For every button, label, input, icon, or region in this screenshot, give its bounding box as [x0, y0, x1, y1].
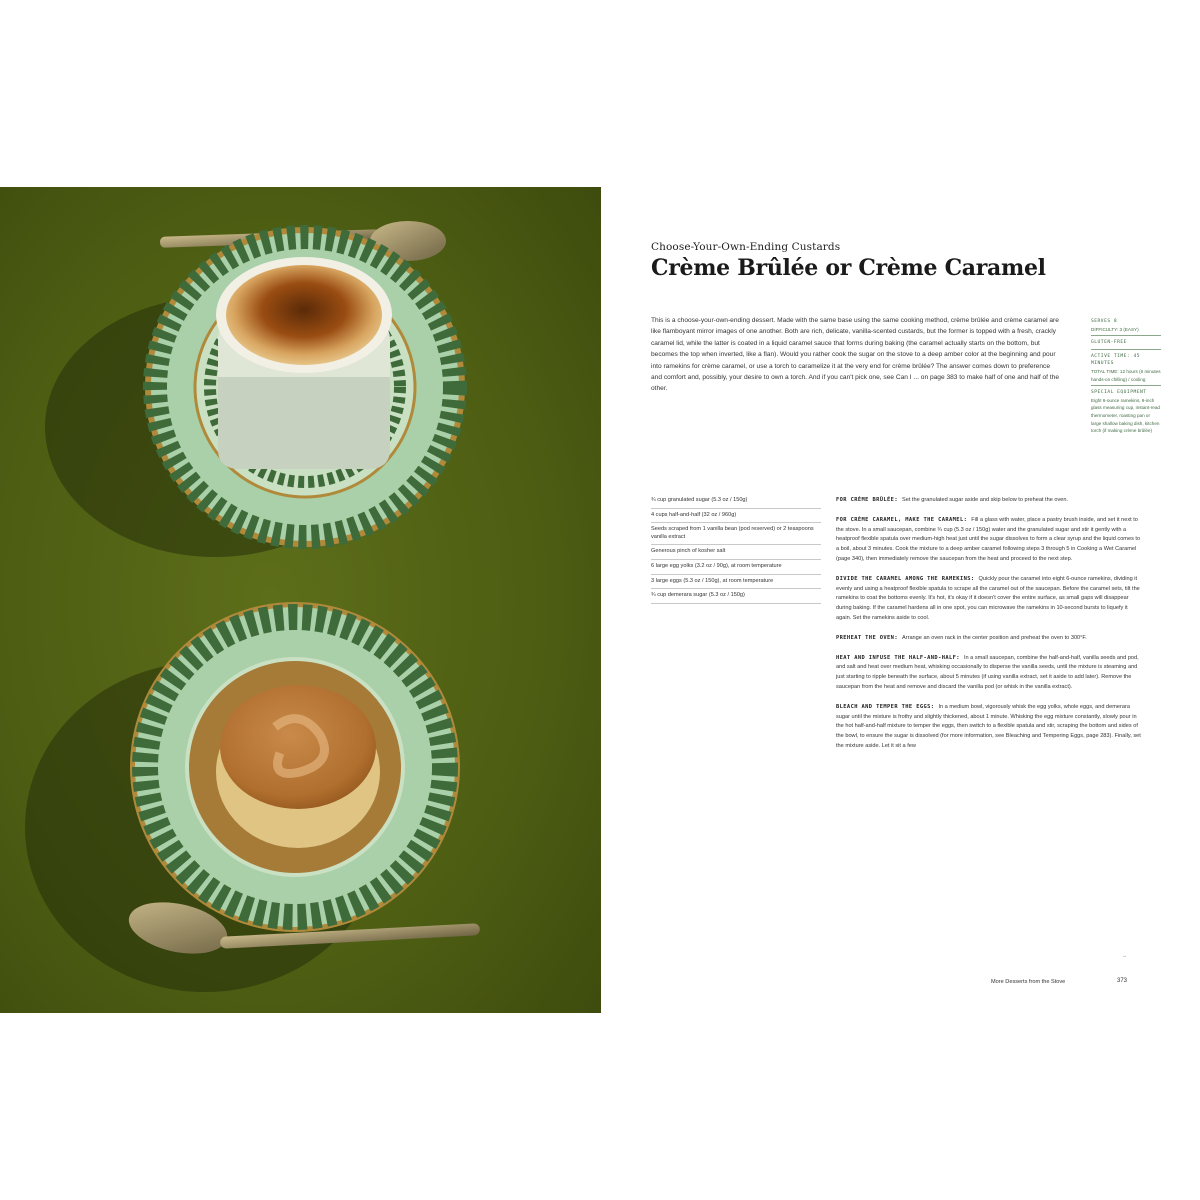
- meta-divider: [1091, 335, 1161, 336]
- running-footer: More Desserts from the Stove: [991, 979, 1066, 985]
- recipe-subtitle: Choose-Your-Own-Ending Custards: [651, 241, 841, 253]
- method-step: [836, 634, 1141, 644]
- method-steps: [836, 496, 1141, 762]
- recipe-title: Crème Brûlée or Crème Caramel: [651, 255, 1046, 281]
- step-text: Set the granulated sugar aside and skip below to preheat the oven.: [901, 497, 1069, 503]
- recipe-page: [601, 187, 1200, 1013]
- meta-label: ACTIVE TIME: 45 MINUTES: [1091, 353, 1140, 367]
- book-spread: [0, 187, 1200, 1013]
- ingredient-item: ¾ cup demerara sugar (5.3 oz / 150g): [651, 591, 821, 604]
- meta-divider: [1091, 385, 1161, 386]
- step-heading: FOR CRÈME CARAMEL, MAKE THE CARAMEL:: [836, 516, 968, 523]
- meta-value: Eight 6-ounce ramekins, 9-inch glass measuring cup, instant-read thermometer, roasting pan or large shallow baking dish, kitchen torch (if making crème brûlée): [1091, 397, 1160, 434]
- ingredient-item: 6 large egg yolks (3.2 oz / 90g), at room temperature: [651, 562, 821, 575]
- step-heading: FOR CRÈME BRÛLÉE:: [836, 497, 898, 503]
- ingredient-item: ¾ cup granulated sugar (5.3 oz / 150g): [651, 496, 821, 509]
- step-text: Arrange an oven rack in the center position and preheat the oven to 300°F.: [901, 634, 1087, 641]
- step-heading: DIVIDE THE CARAMEL AMONG THE RAMEKINS:: [836, 575, 975, 582]
- method-step: [836, 654, 1141, 693]
- meta-value: DIFFICULTY: 3 (EASY): [1091, 326, 1139, 332]
- meta-value: TOTAL TIME: 12 hours (6 minutes hands-on chilling) / cooling: [1091, 368, 1161, 382]
- meta-label: SPECIAL EQUIPMENT: [1091, 390, 1147, 396]
- step-heading: PREHEAT THE OVEN:: [836, 634, 898, 641]
- custards-photo-illustration: [0, 187, 601, 1013]
- method-step: [836, 703, 1141, 752]
- meta-divider: [1091, 349, 1161, 350]
- meta-label: SERVES 8: [1091, 319, 1118, 324]
- ingredient-item: Generous pinch of kosher salt: [651, 547, 821, 560]
- meta-label: GLUTEN-FREE: [1091, 340, 1127, 346]
- step-text: In a medium bowl, vigorously whisk the egg yolks, whole eggs, and demerara sugar until the mixture is frothy and slightly thickened, about 1 minute. Whisking the egg mixture constantly, slowly pour in the hot half-and-half mixture to temper the eggs, then switch to a flexible spatula and stir, scraping the bottom and sides of the bowl, to ensure the sugar is dissolved (for more information, see Bleaching and Tempering Eggs, page 283). Finally, set the mixture aside. Let it sit a few: [836, 703, 1141, 749]
- step-text: Fill a glass with water, place a pastry brush inside, and set it next to the stove. In a small saucepan, combine ¾ cup (5.3 oz / 150g) water and the granulated sugar and stir it gently with a heatproof flexible spatula over medium-high heat just until the sugar dissolves to form a clear syrup and the liquid comes to a boil, about 3 minutes. Cook the mixture to a deep amber caramel following steps 3 through 5 in Cooking a Wet Caramel (page 340), then immediately remove the saucepan from the heat and proceed to the next step.: [836, 516, 1141, 562]
- ingredient-item: 3 large eggs (5.3 oz / 150g), at room temperature: [651, 577, 821, 590]
- ingredient-item: Seeds scraped from 1 vanilla bean (pod reserved) or 2 teaspoons vanilla extract: [651, 525, 821, 545]
- page-number: 373: [1117, 978, 1128, 984]
- ingredient-item: 4 cups half-and-half (32 oz / 960g): [651, 511, 821, 524]
- step-heading: HEAT AND INFUSE THE HALF-AND-HALF:: [836, 654, 960, 661]
- continued-arrow-icon: →: [1122, 953, 1127, 958]
- dessert-photo: [0, 187, 601, 1013]
- method-step: [836, 516, 1141, 565]
- step-text: In a small saucepan, combine the half-and-half, vanilla seeds and pod, and salt and heat over medium heat, whisking occasionally to disperse the vanilla seeds, until the mixture is steaming and just starting to ripple beneath the surface, about 5 minutes (if using vanilla extract, set it aside to add later). Remove the saucepan from the heat and remove and discard the vanilla pod (or whisk in the vanilla extract).: [836, 654, 1139, 690]
- method-step: [836, 496, 1141, 506]
- method-step: [836, 575, 1141, 624]
- recipe-meta: [1091, 318, 1161, 437]
- ingredient-list: [651, 496, 821, 606]
- recipe-intro: This is a choose-your-own-ending dessert. Made with the same base using the same cooking method, crème brûlée and crème caramel are like flamboyant mirror images of one another. Both are rich, delicate, vanilla-scented custards, but the former is topped with a fresh, crackly caramel lid, while the latter is coated in a liquid caramel sauce that forms during baking (the caramel actually starts on the bottom, but becomes the top when inverted, like a flan). Would you rather cook the sugar on the stove to a deep amber color at the beginning and pour into ramekins for crème caramel, or use a torch to caramelize it at the very end for crème brûlée? The answer comes down to preference and comfort and, possibly, your desire to own a torch. And if you can't pick one, see Can I ... on page 383 to make half of one and half of the other.: [651, 317, 1060, 393]
- step-heading: BLEACH AND TEMPER THE EGGS:: [836, 703, 935, 710]
- step-text: Quickly pour the caramel into eight 6-ounce ramekins, dividing it evenly and using a heatproof flexible spatula to scrape all the caramel out of the saucepan. Before the caramel sets, tilt the ramekins to coat the bottoms evenly. It's hot, it's okay if it doesn't cover the entire surface, as small gaps will disappear during baking. If the caramel hardens all in one spot, you can microwave the ramekins in 10-second bursts to liquefy it again. Set the ramekins aside to cool.: [836, 575, 1140, 621]
